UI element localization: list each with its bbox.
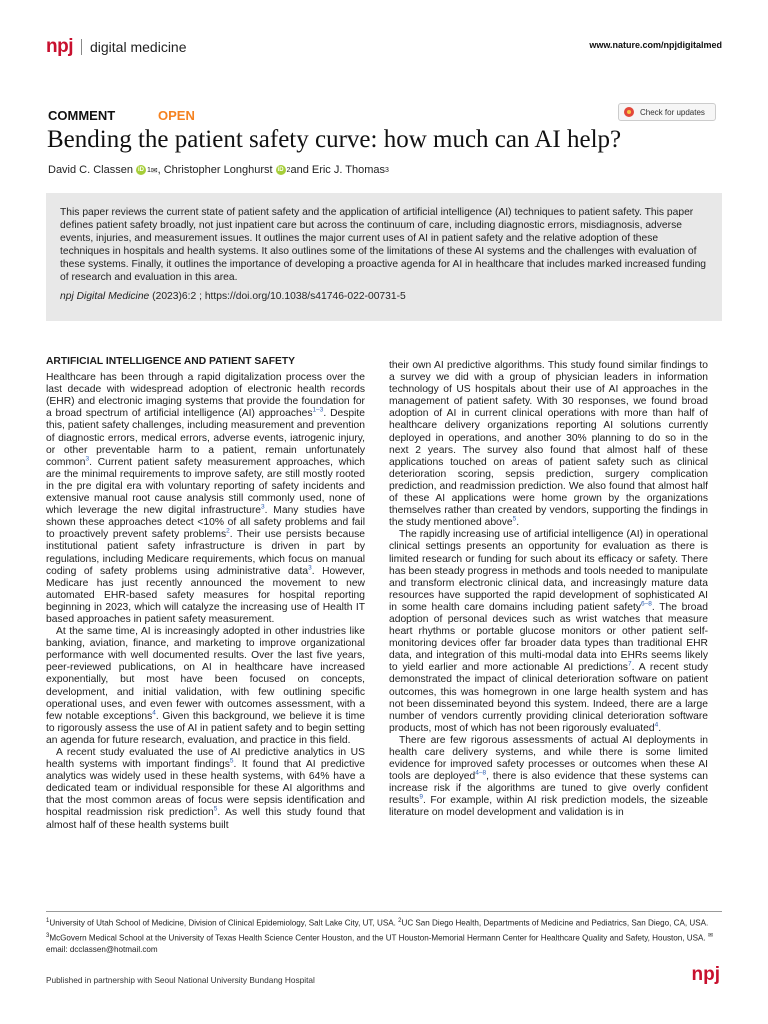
citation-ref[interactable]: 5 <box>512 515 517 523</box>
abstract-box <box>46 193 722 321</box>
crossmark-icon <box>624 107 634 117</box>
citation <box>60 291 708 302</box>
article-type: COMMENT <box>48 108 116 123</box>
citation-ref[interactable]: 2 <box>226 527 230 535</box>
paragraph: A recent study evaluated the use of AI predictive analytics in US health systems with important findings$^5$. It found that AI predictive analytics was widely used in these health systems, with 64% have a dedicated team or individual responsible for these AI algorithms and that the most common areas of focus were sepsis identification and hospital readmission risk prediction$^5$. As well this study found that almost half of these health systems built <box>46 747 366 831</box>
brand-divider <box>81 39 82 55</box>
paragraph: At the same time, AI is increasingly adopted in other industries like banking, aviation, finance, and marketing to improve organizational performance with well documented results. Over the last five years, peer-reviewed publications, on AI in healthcare have increased exponentially, but most have been focused on concepts, development, and initial validation, with few outlining specific operational uses, and even fewer with outcomes assessment, with a few notable exceptions$^4$. Given this background, we believe it is time to rigorously assess the use of AI in patient safety and to begin setting an agenda for future research, evaluation, and practice in this field. <box>46 626 365 746</box>
author-name[interactable]: David C. Classen <box>48 164 133 176</box>
citation-journal: npj Digital Medicine <box>60 290 150 302</box>
affiliation-marker: 3 <box>385 166 389 174</box>
citation-ref[interactable]: 4–8 <box>475 769 487 777</box>
citation-ref[interactable]: 3 <box>85 455 90 463</box>
citation-ref[interactable]: 1–3 <box>312 406 324 414</box>
npj-footer-logo: npj <box>691 964 720 985</box>
citation-ref[interactable]: 3 <box>261 503 265 511</box>
open-access-badge: OPEN <box>158 108 195 123</box>
orcid-icon[interactable]: iD <box>137 167 144 173</box>
paragraph: There are few rigorous assessments of actual AI deployments in health care delivery systems, and while there is some limited evidence for improved safety processes or outcomes when these AI tools are deployed$^{4-8}$, there is also evidence that these systems can increase risk if the algorithms are tuned to give overly confident results$^9$. For example, within AI risk prediction models, the sizeable literature on model development and validation is in <box>389 734 708 819</box>
citation-ref[interactable]: 9 <box>419 793 423 801</box>
section-heading: ARTIFICIAL INTELLIGENCE AND PATIENT SAFETY <box>46 356 296 367</box>
page-header <box>46 36 722 58</box>
npj-logo: npj <box>46 36 73 57</box>
citation-ref[interactable]: 6–8 <box>641 600 652 608</box>
mail-icon: ✉ <box>707 932 713 939</box>
author-name[interactable]: , Christopher Longhurst <box>157 164 273 176</box>
citation-ref[interactable]: 5 <box>229 757 234 765</box>
check-updates-label: Check for updates <box>640 107 705 117</box>
journal-brand[interactable] <box>46 36 187 58</box>
citation-ref[interactable]: 3 <box>308 564 312 572</box>
affiliation-marker: 1 <box>146 166 151 174</box>
affiliations-footnote: $^1$University of Utah School of Medicine, Division of Clinical Epidemiology, Salt Lake City, UT, USA. $^2$UC San Diego Health, Departments of Medicine and Pediatrics, San Diego, CA, USA. $^3$McGovern Medical School at the University of Texas Health Science Center Houston, and the UT Houston-Memorial Hermann Center for Healthcare Quality and Safety, Houston, USA. ✉email: dcclassen@hotmail.com <box>46 918 713 955</box>
citation-ref[interactable]: 7 <box>627 660 632 668</box>
paragraph: their own AI predictive algorithms. This study found similar findings to a survey we did with a group of physician leaders in information technology of US hospitals about their use of AI approaches in the management of patient safety. With 30 responses, we found broad adoption of AI in current clinical operations with more than half of healthcare delivery organizations reporting AI solutions currently deployed in operations, and another 30% planning to do so in the next 2 years. The survey also found that almost half of these applications touched on areas of patient safety such as clinical deterioration scoring, sepsis prediction, surgery complication prediction, and readmission prediction. We also found that almost half of these AI applications were home grown by the organizations themselves rather than created by vendors, supporting the findings in the study mentioned above$^5$. <box>389 360 708 529</box>
mail-icon[interactable]: ✉ <box>150 165 158 175</box>
citation-ref[interactable]: 4 <box>654 721 659 729</box>
body-column-left <box>46 356 365 832</box>
citation-doi[interactable]: (2023)6:2 ; https://doi.org/10.1038/s41746-022-00731-5 <box>149 290 406 302</box>
author-name[interactable]: and Eric J. Thomas <box>290 164 386 176</box>
citation-ref[interactable]: 5 <box>213 806 218 814</box>
journal-url-link[interactable]: www.nature.com/npjdigitalmed <box>589 40 722 50</box>
affiliation-marker: 2 <box>286 166 291 174</box>
paragraph: Healthcare has been through a rapid digitalization process over the last decade with widespread adoption of electronic health records (EHR) and electronic imaging systems that provide the foundation for a broad spectrum of artificial intelligence (AI) approaches$^{1-3}$. Despite this, patient safety challenges, including measurement and prevention of diagnostic errors, medical errors, adverse events, iatrogenic injury, or other preventable harm to a patient, remain unfortunately common$^3$. Current patient safety measurement approaches, which are the minimal requirements to improve safety, are still mostly rooted in the pre digital era with voluntary reporting of safety incidents and extensive manual root cause analysis still commonly used, none of which leverage the new digital infrastructure$^3$. Many studies have shown these approaches detect <10% of all safety problems and fail to proactively prevent safety problems$^2$. Their use persists because institutional patient safety infrastructure is driven in part by regulations, including Medicare requirements, which focus on manual coding of safety problems using administrative data$^3$. However, Medicare has just recently announced the movement to new automated EHR-based safety measures for hospital reporting beginning in 2023, which will catalyze the increasing use of Health IT based approaches in patient safety measurement. <box>46 372 366 625</box>
footnote-divider <box>46 911 722 912</box>
orcid-icon[interactable]: iD <box>277 167 284 173</box>
article-title: Bending the patient safety curve: how much can AI help? <box>47 126 622 153</box>
check-for-updates-button[interactable] <box>618 103 716 121</box>
body-column-right <box>389 360 708 820</box>
abstract-text: This paper reviews the current state of patient safety and the application of artificial intelligence (AI) techniques to patient safety. This paper defines patient safety broadly, not just inpatient care but across the continuum of care, including diagnostic errors, misdiagnosis, adverse events, injuries, and measurement issues. It outlines the major current uses of AI in patient safety and the relative adoption of these techniques in hospitals and health systems. It also outlines some of the limitations of these AI systems and the challenges with evaluation of these systems. Finally, it outlines the importance of developing a proactive agenda for AI in healthcare that includes marked increased funding of research and evaluation in this area. <box>60 207 707 284</box>
journal-name: digital medicine <box>90 39 187 55</box>
paragraph: The rapidly increasing use of artificial intelligence (AI) in operational clinical settings presents an opportunity for evaluation as there is limited research or funding for such about its efficacy or safety. There has been steady progress in methods and tools needed to manipulate and transform electronic clinical data, and increasingly mature data resources have supported the rapid development of sophisticated AI in some health care domains including patient safety$^{6-8}$. The broad adoption of personal devices such as wrist watches that measure heart rhythms or portable glucose monitors or other patient self-monitoring devices offer far broader data types than traditional EHR data, and integration of this multi-modal data into EHRs seems likely to yield earlier and more actionable AI predictions$^7$. A recent study demonstrated the impact of clinical deterioration software on patient outcomes, this was homegrown in one large health system and has not been disseminated beyond this system. Indeed, there are a large number of vendors currently providing clinical deterioration software products, most of which has not been rigorously evaluated$^4$. <box>389 529 709 734</box>
publisher-partnership: Published in partnership with Seoul National University Bundang Hospital <box>46 975 315 985</box>
author-list <box>48 164 389 176</box>
contact-email[interactable]: email: dcclassen@hotmail.com <box>46 945 158 955</box>
citation-ref[interactable]: 4 <box>152 709 156 717</box>
